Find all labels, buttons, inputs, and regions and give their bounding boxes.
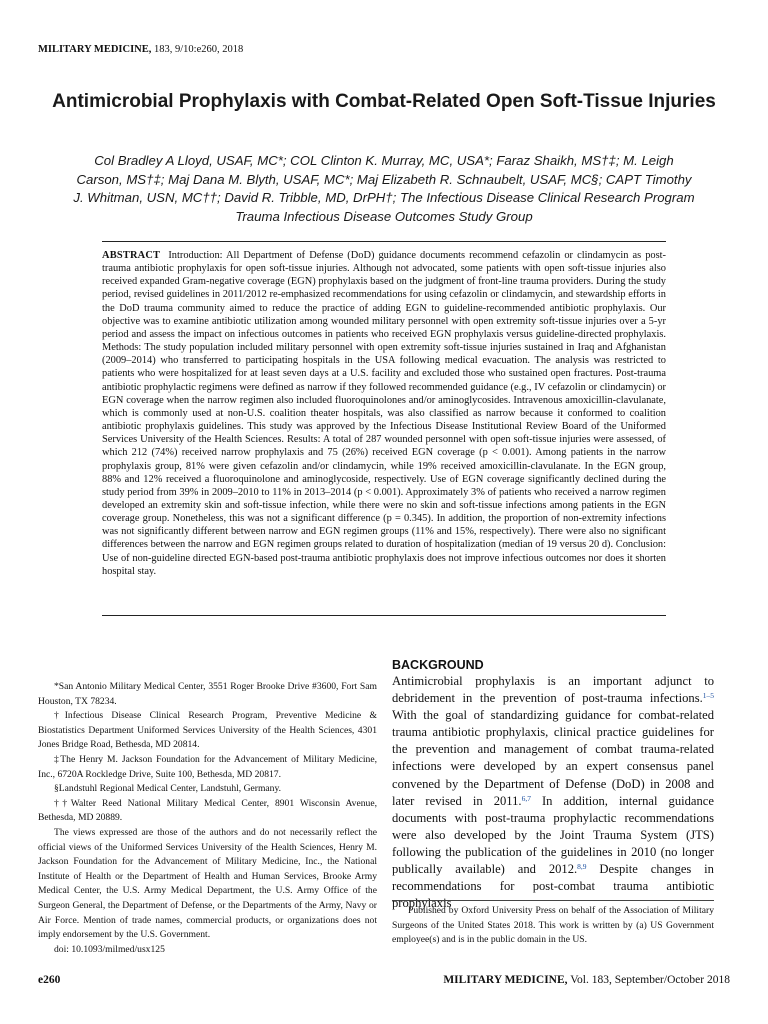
body-text: With the goal of standardizing guidance for combat-related trauma antibiotic prophylaxis, clinical practice guidelines for the prevention and management of combat trauma-related infections were developed by an expert consensus panel convened by the Department of Defense (DoD) in 2008 and later revised in 2011.	[392, 708, 714, 808]
body-text: Antimicrobial prophylaxis is an important adjunct to debridement in the prevention of post-trauma infections.	[392, 674, 714, 706]
abstract-top-rule	[102, 241, 666, 242]
reference-link[interactable]: 1–5	[702, 691, 714, 701]
affiliation-footnotes	[38, 680, 377, 957]
publisher-note-rule	[392, 900, 714, 901]
journal-name: MILITARY MEDICINE,	[38, 44, 152, 55]
footer-issue: Vol. 183, September/October 2018	[570, 974, 730, 986]
body-text: In addition, internal guidance documents with post-trauma prophylactic recommendations were also developed by the Joint Trauma System (JTS) following the publication of the guidelines in 2010 (no longer publically available) and 2012.	[392, 793, 714, 877]
publisher-note	[392, 904, 714, 948]
footnote: *San Antonio Military Medical Center, 3551 Roger Brooke Drive #3600, Fort Sam Houston, TX 78234.	[38, 681, 377, 707]
footnote: †Infectious Disease Clinical Research Program, Preventive Medicine & Biostatistics Department Uniformed Services University of the Health Sciences, 4301 Jones Bridge Road, Bethesda, MD 20814.	[38, 710, 377, 751]
publisher-note-text: Published by Oxford University Press on behalf of the Association of Military Surgeons of the United States 2018. This work is written by (a) US Government employee(s) and is in the public domain in the US.	[392, 905, 714, 946]
section-heading-background: BACKGROUND	[392, 658, 484, 672]
body-text: Despite changes in recommendations for post-combat trauma antibiotic prophylaxis	[392, 862, 714, 911]
footnote: ‡The Henry M. Jackson Foundation for the Advancement of Military Medicine, Inc., 6720A Rockledge Drive, Suite 100, Bethesda, MD 20817.	[38, 753, 377, 780]
footer-journal-name: MILITARY MEDICINE,	[443, 974, 568, 986]
abstract-bottom-rule	[102, 615, 666, 616]
abstract-text: Introduction: All Department of Defense (DoD) guidance documents recommend cefazolin or clindamycin as post-trauma antibiotic prophylaxis for open soft-tissue injuries. Although not advocated, some patients with open soft-tissue injuries also received expanded Gram-negative coverage (EGN) prophylaxis based on the judgment of front-line trauma providers. During the study period, revised guidelines in 2011/2012 re-emphasized recommendations for using cefazolin or clindamycin, and stewardship efforts in the DoD trauma community aimed to reduce the practice of adding EGN to guideline-recommended antibiotic prophylaxis. Our objective was to examine antibiotic utilization among wounded military personnel with open extremity soft-tissue injuries over a 5-yr period and assess the impact on infectious outcomes in patients who received EGN prophylaxis versus guideline-directed prophylaxis. Methods: The study population included military personnel with open extremity soft-tissue injuries sustained in Iraq and Afghanistan (2009–2014) who transferred to participating hospitals in the USA following medical evacuation. The analysis was restricted to patients who were hospitalized for at least seven days at a U.S. facility and excluded those who sustained open fractures. Post-trauma antibiotic prophylactic regimens were defined as narrow if they followed recommended guidance (e.g., IV cefazolin or clindamycin) or EGN coverage when the narrow regimen also included fluoroquinolones and/or aminoglycosides. Intravenous amoxicillin-clavulanate, which is commonly used at non-U.S. coalition theater hospitals, was also classified as narrow because it conformed to coalition antibiotic prophylaxis guidelines. This study was approved by the Infectious Disease Institutional Review Board of the Uniformed Services University of the Health Sciences. Results: A total of 287 wounded personnel with open soft-tissue injuries were assessed, of which 212 (74%) received narrow prophylaxis and 75 (26%) received EGN coverage (p < 0.001). Among patients in the narrow prophylaxis group, 81% were given cefazolin and/or clindamycin, while 19% received amoxicillin-clavulanate. In the EGN group, 88% and 12% received a fluoroquinolone and aminoglycoside, respectively. Use of EGN coverage significantly declined during the study period from 39% in 2009–2010 to 11% in 2013–2014 (p < 0.001). Approximately 3% of patients who received a narrow regimen developed an extremity skin and soft-tissue infection, while there were no skin and soft-tissue infections among patients in the EGN coverage group. Nonetheless, this was not a significant difference (p = 0.345). In addition, the proportion of non-extremity infections was not significantly different between narrow and EGN regimen groups (11% and 15%, respectively). There were also no significant differences between the narrow and EGN regimen groups related to duration of hospitalization (median of 19 versus 20 d). Conclusion: Use of non-guideline directed EGN-based post-trauma antibiotic prophylaxis does not improve infectious outcomes nor does it shorten hospital stay.	[102, 250, 666, 577]
footnote: ††Walter Reed National Military Medical Center, 8901 Wisconsin Avenue, Bethesda, MD 20889.	[38, 797, 377, 824]
footer-journal	[443, 974, 730, 986]
reference-link[interactable]: 6,7	[521, 793, 531, 803]
footnote: §Landstuhl Regional Medical Center, Landstuhl, Germany.	[54, 783, 282, 795]
article-title: Antimicrobial Prophylaxis with Combat-Related Open Soft-Tissue Injuries	[52, 91, 716, 112]
abstract	[102, 249, 666, 578]
disclaimer: The views expressed are those of the authors and do not necessarily reflect the official views of the Uniformed Services University of the Health Sciences, Henry M. Jackson Foundation for the Advancement of Military Medicine, Inc., the National Institute of Health or the Department of Health and Human Services, Brooke Army Medical Center, the U.S. Army Medical Department, the U.S. Army Office of the Surgeon General, the Department of Defense, or the Departments of the Army, Navy or Air Force. Mention of trade names, commercial products, or organizations does not imply endorsement by the U.S. Government.	[38, 826, 377, 941]
background-paragraph	[392, 673, 714, 912]
abstract-label: ABSTRACT	[102, 250, 161, 261]
author-list: Col Bradley A Lloyd, USAF, MC*; COL Clinton K. Murray, MC, USA*; Faraz Shaikh, MS†‡; M. Leigh Carson, MS†‡; Maj Dana M. Blyth, USAF, MC*; Maj Elizabeth R. Schnaubelt, USAF, MC§; CAPT Timothy J. Whitman, USN, MC††; David R. Tribble, MD, DrPH†; The Infectious Disease Clinical Research Program Trauma Infectious Disease Outcomes Study Group	[73, 153, 695, 224]
doi: doi: 10.1093/milmed/usx125	[54, 943, 165, 955]
page-number: e260	[38, 974, 61, 986]
reference-link[interactable]: 8,9	[577, 862, 587, 872]
journal-header	[38, 44, 243, 55]
journal-citation: 183, 9/10:e260, 2018	[154, 44, 244, 55]
